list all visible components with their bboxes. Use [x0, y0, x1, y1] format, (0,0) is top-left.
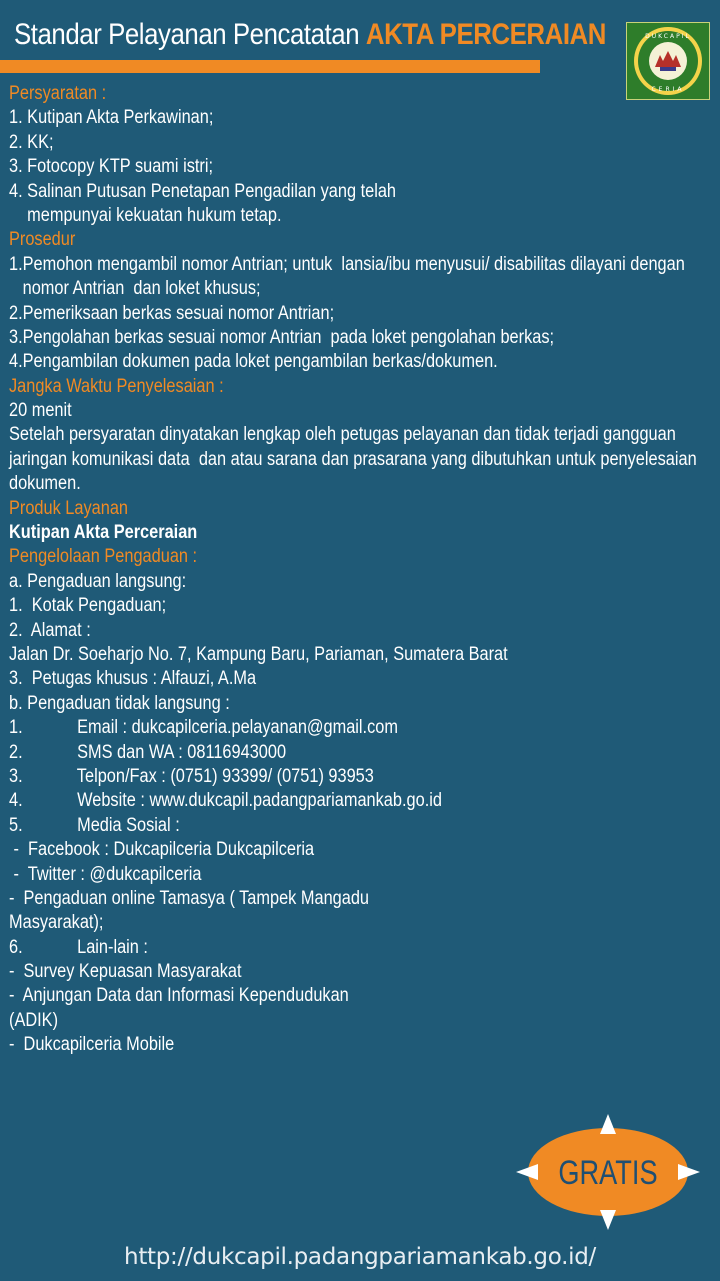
content-line: 2.Pemeriksaan berkas sesuai nomor Antrian; — [9, 302, 335, 324]
content-line: Setelah persyaratan dinyatakan lengkap oleh petugas pelayanan dan tidak terjadi gangguan — [9, 424, 676, 446]
content-line: 2. KK; — [9, 131, 54, 153]
section-heading: Pengelolaan Pengaduan : — [9, 546, 198, 568]
section-heading: Jangka Waktu Penyelesaian : — [9, 375, 224, 397]
title-accent: AKTA PERCERAIAN — [365, 18, 606, 51]
content-line: - Twitter : @dukcapilceria — [9, 863, 202, 885]
content-line: Kutipan Akta Perceraian — [9, 522, 198, 544]
content-line: 3.Pengolahan berkas sesuai nomor Antrian pada loket pengolahan berkas; — [9, 326, 555, 348]
content-line: dokumen. — [9, 473, 81, 495]
content-line: - Survey Kepuasan Masyarakat — [9, 961, 242, 983]
content-line: jaringan komunikasi data dan atau sarana dan prasarana yang dibutuhkan untuk penyelesaian — [9, 448, 697, 470]
content-line: Jalan Dr. Soeharjo No. 7, Kampung Baru, Pariaman, Sumatera Barat — [9, 643, 508, 665]
content-line: 2. Alamat : — [9, 619, 91, 641]
content-line: 1. Kutipan Akta Perkawinan; — [9, 107, 214, 129]
content-line: - Anjungan Data dan Informasi Kependudukan — [9, 985, 349, 1007]
content-line: 2. SMS dan WA : 08116943000 — [9, 741, 287, 763]
content-line: - Facebook : Dukcapilceria Dukcapilceria — [9, 839, 315, 861]
service-standard-content — [9, 82, 709, 1058]
content-line: 4. Website : www.dukcapil.padangpariamankab.go.id — [9, 790, 442, 812]
content-line: nomor Antrian dan loket khusus; — [9, 278, 261, 300]
title-underline-bar — [0, 60, 540, 73]
content-line: mempunyai kekuatan hukum tetap. — [9, 204, 282, 226]
content-line: 1.Pemohon mengambil nomor Antrian; untuk lansia/ibu menyusui/ disabilitas dilayani dengan — [9, 253, 685, 275]
gratis-badge — [516, 1114, 700, 1230]
content-line: 3. Telpon/Fax : (0751) 93399/ (0751) 93953 — [9, 765, 374, 787]
content-line: 20 menit — [9, 400, 72, 422]
content-line: (ADIK) — [9, 1009, 59, 1031]
content-line: 4.Pengambilan dokumen pada loket pengambilan berkas/dokumen. — [9, 351, 498, 373]
content-line: Masyarakat); — [9, 912, 104, 934]
footer-url: http://dukcapil.padangpariamankab.go.id/ — [124, 1244, 596, 1270]
section-heading: Persyaratan : — [9, 83, 107, 104]
section-heading: Prosedur — [9, 229, 76, 251]
gratis-label: GRATIS — [558, 1153, 658, 1192]
content-line: 3. Petugas khusus : Alfauzi, A.Ma — [9, 668, 257, 690]
content-line: b. Pengaduan tidak langsung : — [9, 692, 230, 714]
content-line: a. Pengaduan langsung: — [9, 570, 187, 592]
page-title — [14, 14, 606, 56]
svg-text:CERIA: CERIA — [651, 86, 685, 93]
content-line: 3. Fotocopy KTP suami istri; — [9, 156, 214, 178]
content-line: 1. Email : dukcapilceria.pelayanan@gmail.com — [9, 717, 398, 739]
svg-text:DUKCAPIL: DUKCAPIL — [645, 33, 691, 40]
content-line: 1. Kotak Pengaduan; — [9, 595, 167, 617]
section-heading: Produk Layanan — [9, 497, 129, 519]
title-prefix: Standar Pelayanan Pencatatan — [14, 18, 366, 51]
content-line: 4. Salinan Putusan Penetapan Pengadilan yang telah — [9, 180, 397, 202]
content-line: - Pengaduan online Tamasya ( Tampek Mangadu — [9, 887, 370, 909]
content-line: - Dukcapilceria Mobile — [9, 1034, 175, 1056]
content-line: 6. Lain-lain : — [9, 936, 148, 958]
content-line: 5. Media Sosial : — [9, 814, 180, 836]
